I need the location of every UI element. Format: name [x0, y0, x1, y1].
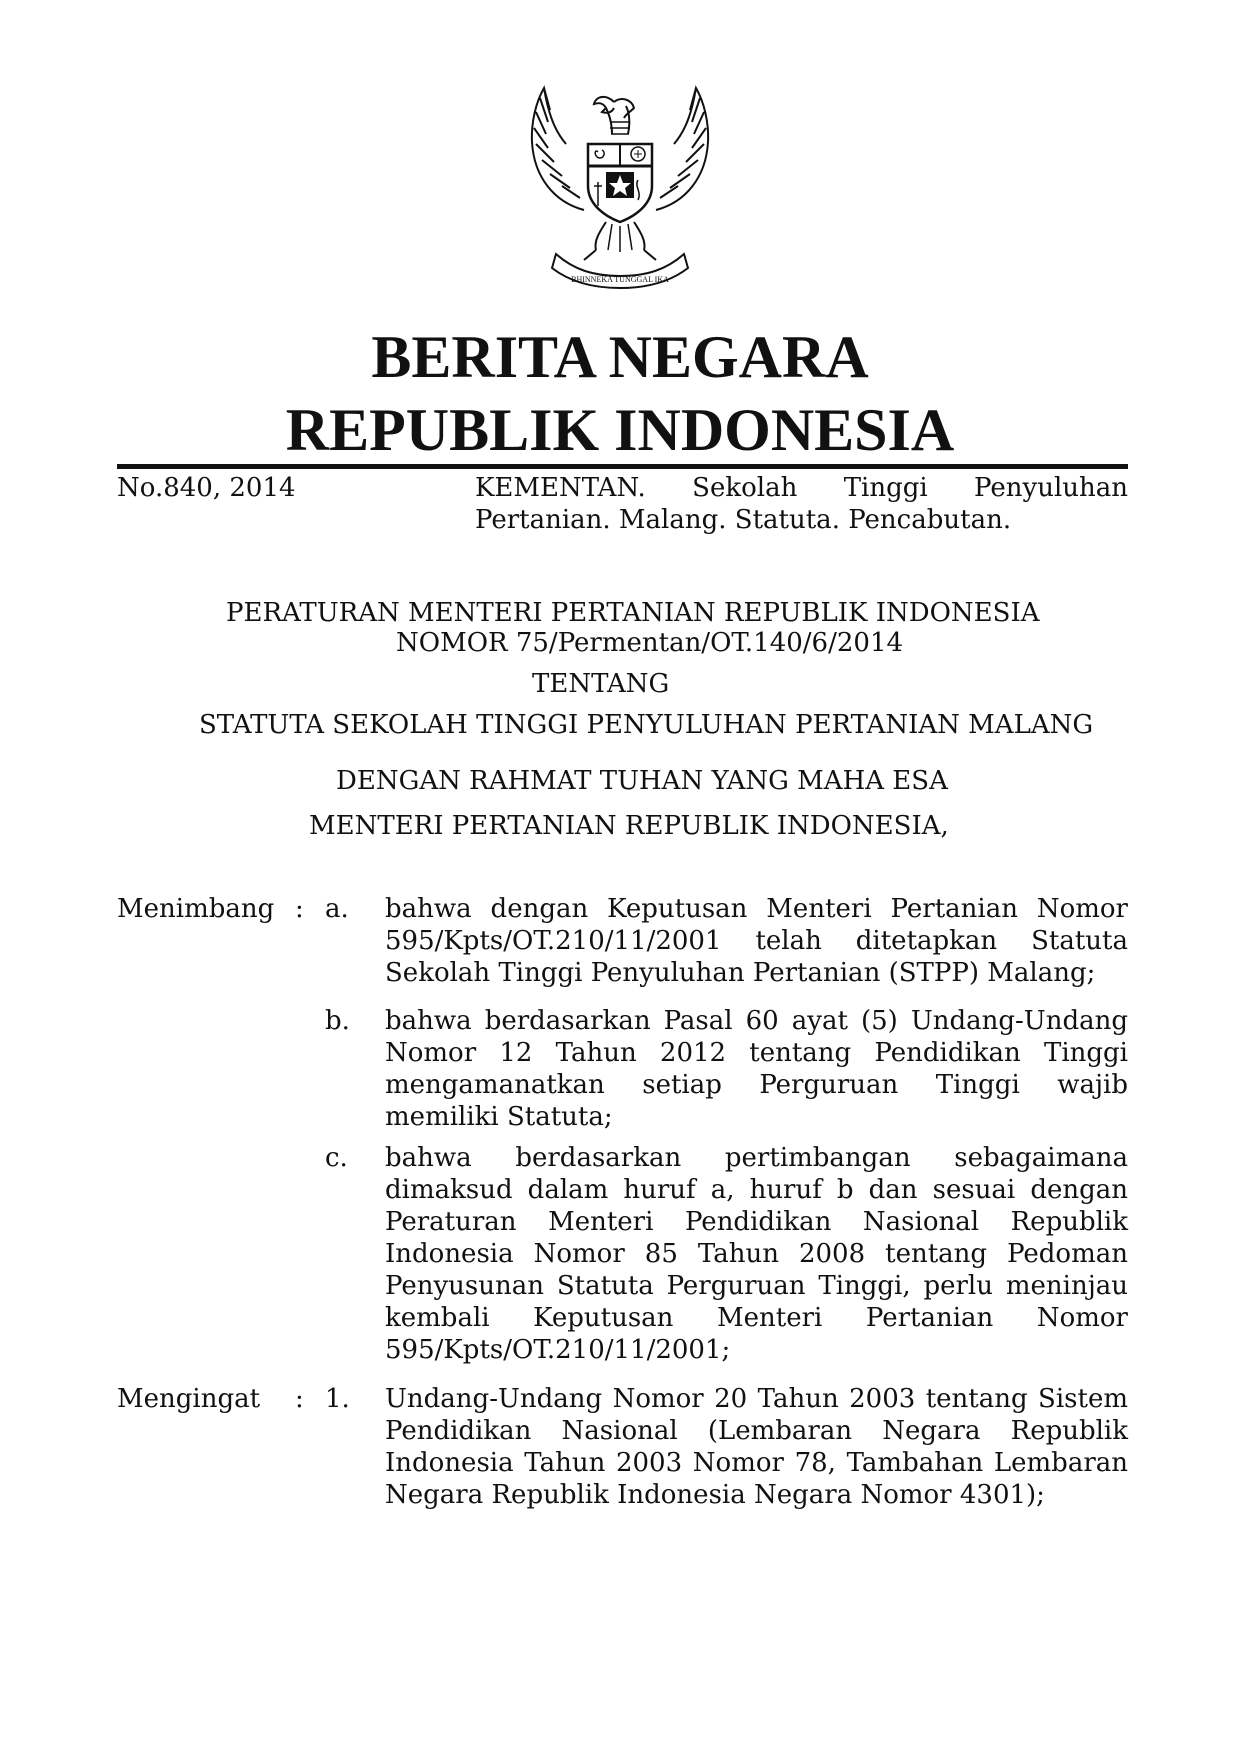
- regulation-tentang: TENTANG: [532, 669, 670, 699]
- menimbang-marker-c: c.: [325, 1143, 348, 1173]
- issue-subject-line-1: KEMENTAN. Sekolah Tinggi Penyuluhan: [475, 473, 1128, 503]
- regulation-preamble: DENGAN RAHMAT TUHAN YANG MAHA ESA: [336, 766, 948, 796]
- masthead-line-1: BERITA NEGARA: [371, 324, 869, 390]
- menimbang-item-c: bahwa berdasarkan pertimbangan sebagaimana dimaksud dalam huruf a, huruf b dan sesuai dengan Peraturan Menteri Pendidikan Nasional Republik Indonesia Nomor 85 Tahun 2008 tentang Pedoman Penyusunan Statuta Perguruan Tinggi, perlu meninjau kembali Keputusan Menteri Pertanian Nomor 595/Kpts/OT.210/11/2001;: [385, 1143, 1128, 1365]
- menimbang-item-a: bahwa dengan Keputusan Menteri Pertanian Nomor 595/Kpts/OT.210/11/2001 telah ditetapkan Statuta Sekolah Tinggi Penyuluhan Pertanian (STPP) Malang;: [385, 894, 1128, 988]
- mengingat-marker-1: 1.: [325, 1384, 350, 1414]
- masthead-rule: [117, 464, 1128, 469]
- mengingat-colon: :: [295, 1384, 304, 1414]
- menimbang-label: Menimbang: [117, 894, 275, 924]
- regulation-subject: STATUTA SEKOLAH TINGGI PENYULUHAN PERTANIAN MALANG: [199, 710, 1094, 740]
- emblem-motto: BHINNEKA TUNGGAL IKA: [571, 275, 669, 284]
- menimbang-item-b: bahwa berdasarkan Pasal 60 ayat (5) Undang-Undang Nomor 12 Tahun 2012 tentang Pendidikan Tinggi mengamanatkan setiap Perguruan Tinggi wajib memiliki Statuta;: [385, 1006, 1128, 1132]
- mengingat-label: Mengingat: [117, 1384, 261, 1414]
- regulation-number: NOMOR 75/Permentan/OT.140/6/2014: [396, 628, 904, 658]
- regulation-title: PERATURAN MENTERI PERTANIAN REPUBLIK INDONESIA: [226, 598, 1040, 628]
- regulation-minister: MENTERI PERTANIAN REPUBLIK INDONESIA,: [309, 811, 949, 841]
- menimbang-colon: :: [295, 894, 304, 924]
- menimbang-marker-b: b.: [325, 1006, 350, 1036]
- mengingat-item-1: Undang-Undang Nomor 20 Tahun 2003 tentang Sistem Pendidikan Nasional (Lembaran Negara Republik Indonesia Tahun 2003 Nomor 78, Tambahan Lembaran Negara Republik Indonesia Negara Nomor 4301);: [385, 1384, 1128, 1510]
- menimbang-marker-a: a.: [325, 894, 349, 924]
- masthead-line-2: REPUBLIK INDONESIA: [285, 397, 955, 463]
- garuda-emblem: [514, 82, 726, 296]
- issue-subject-line-2: Pertanian. Malang. Statuta. Pencabutan.: [475, 505, 1012, 535]
- issue-number: No.840, 2014: [117, 473, 296, 503]
